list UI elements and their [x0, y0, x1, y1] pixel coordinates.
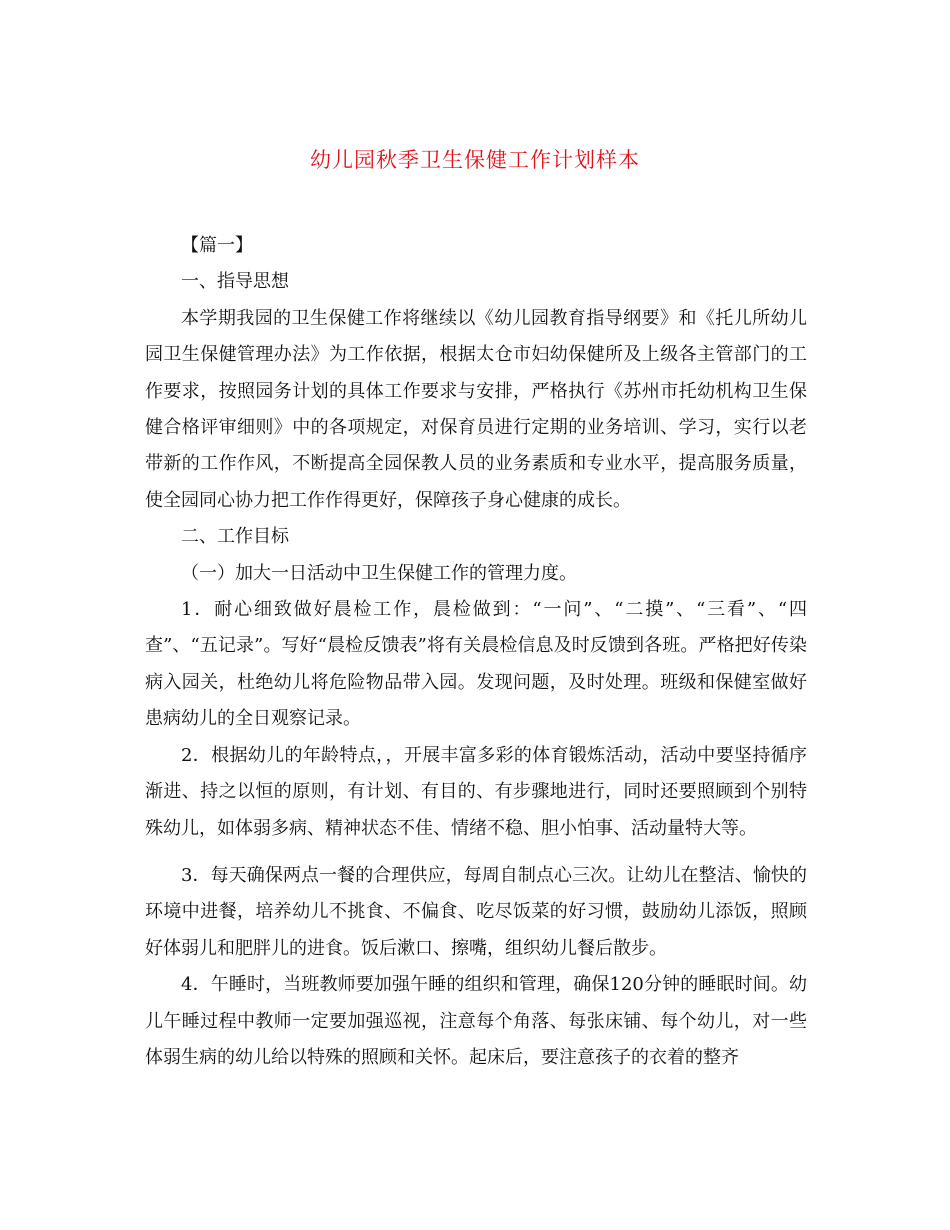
- document-body: [145, 228, 807, 1076]
- list-item-nap-time: 4．午睡时，当班教师要加强午睡的组织和管理，确保120分钟的睡眠时间。幼儿午睡过程中教师一定要加强巡视，注意每个角落、每张床铺、每个幼儿，对一些体弱生病的幼儿给以特殊的照顾和关怀。起床后，要注意孩子的衣着的整齐: [145, 974, 807, 1068]
- subheading-management: （一）加大一日活动中卫生保健工作的管理力度。: [181, 562, 577, 584]
- list-item-physical-activity: 2．根据幼儿的年龄特点，，开展丰富多彩的体育锻炼活动，活动中要坚持循序渐进、持之以恒的原则，有计划、有目的、有步骤地进行，同时还要照顾到个别特殊幼儿，如体弱多病、精神状态不佳、情绪不稳、胆小怕事、活动量特大等。: [145, 744, 807, 839]
- paragraph-guiding-ideology: 本学期我园的卫生保健工作将继续以《幼儿园教育指导纲要》和《托儿所幼儿园卫生保健管理办法》为工作依据，根据太仓市妇幼保健所及上级各主管部门的工作要求，按照园务计划的具体工作要求与安排，严格执行《苏州市托幼机构卫生保健合格评审细则》中的各项规定，对保育员进行定期的业务培训、学习，实行以老带新的工作作风，不断提高全园保教人员的业务素质和专业水平，提高服务质量，使全园同心协力把工作作得更好，保障孩子身心健康的成长。: [145, 307, 807, 511]
- document-title: 幼儿园秋季卫生保健工作计划样本: [310, 148, 640, 172]
- heading-work-goals: 二、工作目标: [181, 526, 289, 548]
- heading-guiding-ideology: 一、指导思想: [181, 271, 289, 293]
- section-label: 【篇一】: [181, 235, 253, 256]
- list-item-meals: 3．每天确保两点一餐的合理供应，每周自制点心三次。让幼儿在整洁、愉快的环境中进餐，培养幼儿不挑食、不偏食、吃尽饭菜的好习惯，鼓励幼儿添饭，照顾好体弱儿和肥胖儿的进食。饭后漱口、擦嘴，组织幼儿餐后散步。: [145, 864, 807, 959]
- list-item-morning-check: 1．耐心细致做好晨检工作，晨检做到：“一问”、“二摸”、“三看”、“四查”、“五记录”。写好“晨检反馈表”将有关晨检信息及时反馈到各班。严格把好传染病入园关，杜绝幼儿将危险物品带入园。发现问题，及时处理。班级和保健室做好患病幼儿的全日观察记录。: [145, 599, 807, 730]
